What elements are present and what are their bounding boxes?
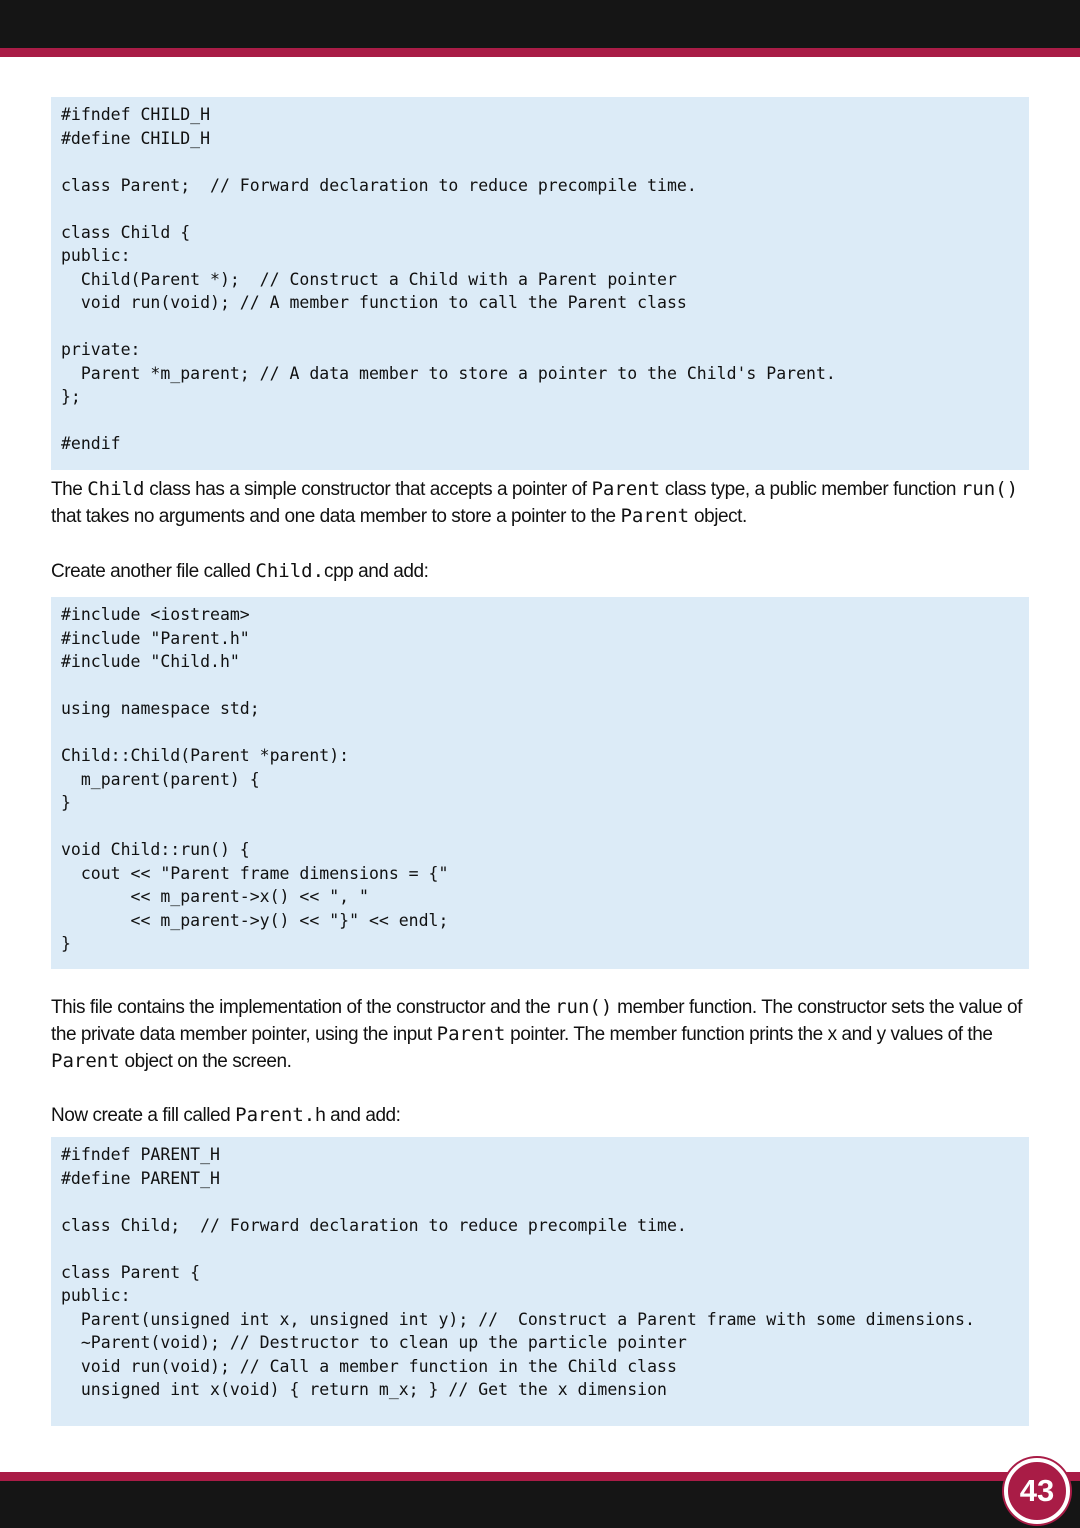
inline-code-run: run()	[555, 996, 613, 1018]
inline-code-parent: Parent	[591, 478, 661, 500]
inline-code-parent-filename: Parent.	[235, 1104, 316, 1126]
code-child-cpp: #include <iostream> #include "Parent.h" #include "Child.h" using namespace std; Child::Child(Parent *parent): m_parent(parent) { } void Child::run() { cout << "Parent frame dimensions = {" << m_parent->x() << ", " << m_parent->y() << "}" << endl; }	[61, 605, 449, 953]
page-number-badge: 43	[1004, 1458, 1070, 1524]
code-parent-h: #ifndef PARENT_H #define PARENT_H class Child; // Forward declaration to reduce precompile time. class Parent { public: Parent(unsigned int x, unsigned int y); // Construct a Parent frame with some dimensions. ~Parent(void); // Destructor to clean up the particle pointer void run(void); // Call a member function in the Child class unsigned int x(void) { return m_x; } // Get the x dimension	[61, 1145, 975, 1399]
inline-code-parent: Parent	[436, 1023, 506, 1045]
inline-code-child: Child	[87, 478, 145, 500]
footer-bar	[0, 1481, 1080, 1528]
paragraph-child-class-description: The Child class has a simple constructor that accepts a pointer of Parent class type, a public member function run() that takes no arguments and one data member to store a pointer to the Parent object.	[51, 478, 1019, 527]
paragraph-create-child-cpp: Create another file called Child.cpp and add:	[51, 560, 429, 582]
inline-code-child-filename: Child.	[255, 560, 325, 582]
code-block-child-cpp	[51, 597, 1029, 969]
code-block-parent-h	[51, 1137, 1029, 1426]
header-accent-stripe	[0, 48, 1080, 57]
footer-accent-stripe	[0, 1472, 1080, 1481]
header-bar	[0, 0, 1080, 48]
code-child-h: #ifndef CHILD_H #define CHILD_H class Parent; // Forward declaration to reduce precompile time. class Child { public: Child(Parent *); // Construct a Child with a Parent pointer void run(void); // A member function to call the Parent class private: Parent *m_parent; // A data member to store a pointer to the Child's Parent. }; #endif	[61, 105, 836, 453]
inline-code-run: run()	[960, 478, 1019, 500]
code-block-child-h	[51, 97, 1029, 470]
inline-code-parent: Parent	[51, 1050, 120, 1072]
paragraph-create-parent-h: Now create a fill called Parent.h and add:	[51, 1104, 401, 1126]
paragraph-implementation-description: This file contains the implementation of the constructor and the run() member function. The constructor sets the value of the private data member pointer, using the input Parent pointer. The member function prints the x and y values of the Parent object on the screen.	[51, 996, 1023, 1072]
inline-code-parent: Parent	[620, 505, 690, 527]
